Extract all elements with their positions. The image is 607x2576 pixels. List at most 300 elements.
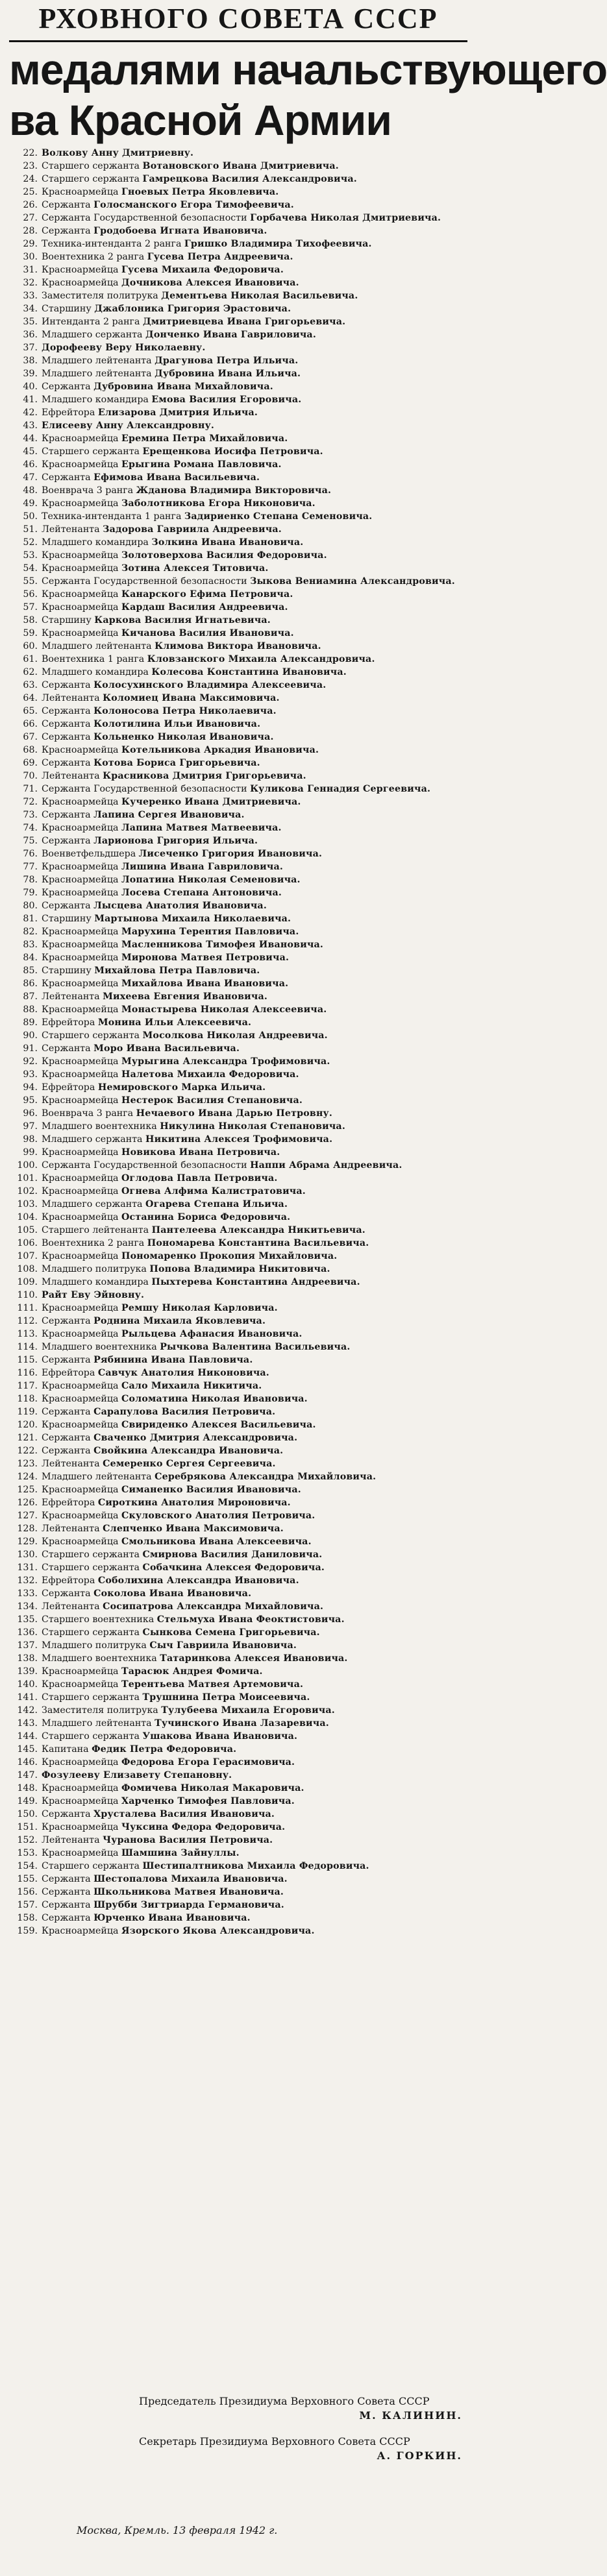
entry-rank: Сержанта — [42, 836, 91, 846]
list-item — [9, 1224, 467, 1237]
header-line-1: РХОВНОГО СОВЕТА СССР — [38, 3, 438, 34]
entry-number: 139. — [17, 1666, 38, 1677]
list-item — [9, 497, 467, 510]
entry-name: Колотилина Ильи Ивановича. — [93, 719, 261, 729]
entry-rank: Старшего сержанта — [42, 1627, 140, 1638]
entry-name: Кловзанского Михаила Александровича. — [147, 654, 375, 664]
entry-number: 31. — [23, 265, 38, 275]
entry-number: 157. — [17, 1900, 38, 1910]
entry-rank: Лейтенанта — [42, 1601, 100, 1612]
list-item — [9, 1289, 467, 1302]
entry-rank: Сержанта Государственной безопасности — [42, 784, 247, 794]
entry-name: Монина Ильи Алексеевича. — [97, 1017, 252, 1028]
entry-rank: Лейтенанта — [42, 524, 100, 535]
list-item — [9, 225, 467, 237]
entry-name: Мурыгина Александра Трофимовича. — [121, 1056, 330, 1067]
list-item — [9, 471, 467, 484]
list-item — [9, 1431, 467, 1444]
entry-rank: Младшего лейтенанта — [42, 369, 152, 379]
entry-number: 54. — [23, 563, 38, 574]
entry-number: 84. — [23, 953, 38, 963]
entry-number: 67. — [23, 732, 38, 742]
entry-rank: Старшего сержанта — [42, 1731, 140, 1742]
list-item — [9, 302, 467, 315]
entry-name: Михайлова Ивана Ивановича. — [121, 978, 289, 989]
entry-rank: Ефрейтора — [42, 407, 95, 418]
entry-number: 47. — [23, 472, 38, 483]
entry-rank: Красноармейца — [42, 1173, 119, 1184]
entry-name: Дорофееву Веру Николаевну. — [42, 343, 206, 353]
entry-rank: Младшего лейтенанта — [42, 356, 152, 366]
list-item — [9, 770, 467, 783]
list-item — [9, 1483, 467, 1496]
entry-number: 76. — [23, 849, 38, 859]
list-item — [9, 1354, 467, 1367]
entry-name: Нечаевого Ивана Дарью Петровну. — [136, 1108, 332, 1119]
list-item — [9, 964, 467, 977]
entry-number: 99. — [23, 1147, 38, 1158]
award-list — [9, 147, 467, 2376]
entry-rank: Красноармейца — [42, 1485, 119, 1495]
list-item — [9, 1743, 467, 1756]
entry-number: 29. — [23, 239, 38, 249]
entry-name: Каркова Василия Игнатьевича. — [94, 615, 271, 626]
entry-name: Гусева Михаила Федоровича. — [121, 265, 284, 275]
entry-number: 65. — [23, 706, 38, 716]
entry-number: 145. — [17, 1744, 38, 1755]
entry-number: 128. — [17, 1524, 38, 1534]
list-item — [9, 1847, 467, 1860]
entry-name: Харченко Тимофея Павловича. — [121, 1796, 295, 1806]
entry-rank: Красноармейца — [42, 265, 119, 275]
entry-rank: Военврача 3 ранга — [42, 1108, 134, 1119]
entry-number: 106. — [17, 1238, 38, 1248]
list-item — [9, 1133, 467, 1146]
entry-name: Миронова Матвея Петровича. — [121, 953, 290, 963]
secretary-name-line — [9, 2449, 467, 2463]
entry-number: 70. — [23, 771, 38, 781]
entry-number: 131. — [17, 1562, 38, 1573]
entry-rank: Младшего политрука — [42, 1640, 147, 1651]
secretary-name: А. ГОРКИН. — [377, 2449, 462, 2462]
list-item — [9, 250, 467, 263]
entry-number: 71. — [23, 784, 38, 794]
list-item — [9, 938, 467, 951]
list-item — [9, 419, 467, 432]
list-item — [9, 1821, 467, 1834]
list-item — [9, 1107, 467, 1120]
entry-rank: Старшего сержанта — [42, 174, 140, 184]
entry-number: 79. — [23, 888, 38, 898]
entry-rank: Сержанта — [42, 732, 91, 742]
list-item — [9, 679, 467, 692]
entry-rank: Сержанта — [42, 1446, 91, 1456]
entry-number: 146. — [17, 1757, 38, 1768]
place-date: Москва, Кремль. 13 февраля 1942 г. — [77, 2524, 278, 2536]
list-item — [9, 757, 467, 770]
list-item — [9, 1068, 467, 1081]
entry-rank: Старшину — [42, 966, 92, 976]
list-item — [9, 354, 467, 367]
entry-name: Кольненко Николая Ивановича. — [93, 732, 274, 742]
entry-name: Еремина Петра Михайловича. — [121, 433, 288, 444]
entry-number: 63. — [23, 680, 38, 690]
entry-rank: Заместителя политрука — [42, 291, 158, 301]
entry-name: Гродобоева Игната Ивановича. — [93, 226, 267, 236]
entry-number: 87. — [23, 991, 38, 1002]
entry-name: Налетова Михаила Федоровича. — [121, 1069, 299, 1080]
entry-number: 155. — [17, 1874, 38, 1884]
list-item — [9, 1379, 467, 1392]
entry-number: 51. — [23, 524, 38, 535]
entry-rank: Военветфельдшера — [42, 849, 136, 859]
entry-rank: Красноармейца — [42, 498, 119, 509]
entry-name: Серебрякова Александра Михайловича. — [155, 1472, 377, 1482]
list-item — [9, 1120, 467, 1133]
chairman-name-line — [9, 2409, 467, 2423]
entry-name: Заболотникова Егора Никоновича. — [121, 498, 316, 509]
entry-rank: Красноармейца — [42, 1926, 119, 1936]
list-item — [9, 977, 467, 990]
entry-rank: Старшину — [42, 304, 92, 314]
entry-rank: Сержанта — [42, 706, 91, 716]
entry-rank: Красноармейца — [42, 278, 119, 288]
entry-name: Дубровина Ивана Ильича. — [155, 369, 301, 379]
entry-number: 135. — [17, 1614, 38, 1625]
entry-number: 74. — [23, 823, 38, 833]
list-item — [9, 1185, 467, 1198]
entry-rank: Сержанта — [42, 1874, 91, 1884]
list-item — [9, 1003, 467, 1016]
list-item — [9, 1302, 467, 1315]
entry-number: 125. — [17, 1485, 38, 1495]
entry-name: Никитина Алексея Трофимовича. — [145, 1134, 333, 1145]
list-item — [9, 1626, 467, 1639]
entry-number: 124. — [17, 1472, 38, 1482]
entry-number: 61. — [23, 654, 38, 664]
entry-name: Лапина Сергея Ивановича. — [93, 810, 245, 820]
entry-rank: Красноармейца — [42, 1095, 119, 1106]
entry-name: Золкина Ивана Ивановича. — [151, 537, 304, 548]
list-item — [9, 367, 467, 380]
entry-name: Хрусталева Василия Ивановича. — [93, 1809, 275, 1819]
secretary-title: Секретарь Президиума Верховного Совета СССР — [139, 2435, 410, 2448]
entry-name: Гноевых Петра Яковлевича. — [121, 187, 279, 197]
entry-name: Соболихина Александра Ивановича. — [97, 1575, 299, 1586]
list-item — [9, 276, 467, 289]
entry-name: Дубровина Ивана Михайловича. — [93, 382, 273, 392]
entry-rank: Красноармейца — [42, 187, 119, 197]
entry-number: 78. — [23, 875, 38, 885]
entry-name: Колоносова Петра Николаевича. — [93, 706, 277, 716]
entry-number: 102. — [17, 1186, 38, 1197]
list-item — [9, 263, 467, 276]
entry-name: Вотановского Ивана Дмитриевича. — [142, 161, 339, 171]
entry-rank: Сержанта — [42, 1809, 91, 1819]
list-item — [9, 627, 467, 640]
entry-number: 23. — [23, 161, 38, 171]
list-item — [9, 1444, 467, 1457]
entry-name: Золотоверхова Василия Федоровича. — [121, 550, 327, 561]
entry-number: 100. — [17, 1160, 38, 1171]
list-item — [9, 1782, 467, 1795]
list-item — [9, 1704, 467, 1717]
entry-number: 138. — [17, 1653, 38, 1664]
entry-name: Лишина Ивана Гавриловича. — [121, 862, 283, 872]
chairman-title: Председатель Президиума Верховного Совета СССР — [139, 2395, 430, 2407]
entry-name: Лапина Матвея Матвеевича. — [121, 823, 282, 833]
entry-number: 69. — [23, 758, 38, 768]
entry-name: Сироткина Анатолия Мироновича. — [97, 1498, 291, 1508]
entry-name: Колосухинского Владимира Алексеевича. — [93, 680, 327, 690]
entry-number: 26. — [23, 200, 38, 210]
entry-number: 73. — [23, 810, 38, 820]
entry-name: Школьникова Матвея Ивановича. — [93, 1887, 284, 1897]
entry-rank: Красноармейца — [42, 550, 119, 561]
list-item — [9, 1691, 467, 1704]
entry-number: 24. — [23, 174, 38, 184]
entry-rank: Сержанта — [42, 1407, 91, 1417]
list-item — [9, 562, 467, 575]
entry-rank: Старшину — [42, 615, 92, 626]
entry-number: 142. — [17, 1705, 38, 1716]
list-item — [9, 1055, 467, 1068]
entry-number: 110. — [17, 1290, 38, 1300]
entry-number: 60. — [23, 641, 38, 651]
entry-name: Соломатина Николая Ивановича. — [121, 1394, 308, 1404]
list-item — [9, 1886, 467, 1899]
entry-number: 35. — [23, 317, 38, 327]
entry-name: Татаринкова Алексея Ивановича. — [160, 1653, 348, 1664]
entry-rank: Сержанта — [42, 472, 91, 483]
entry-name: Голосманского Егора Тимофеевича. — [93, 200, 294, 210]
list-item — [9, 289, 467, 302]
entry-rank: Красноармейца — [42, 1056, 119, 1067]
entry-number: 148. — [17, 1783, 38, 1793]
entry-name: Огнева Алфима Калистратовича. — [121, 1186, 306, 1197]
entry-rank: Старшего сержанта — [42, 1692, 140, 1703]
entry-name: Фомичева Николая Макаровича. — [121, 1783, 304, 1793]
list-item — [9, 899, 467, 912]
list-item — [9, 1263, 467, 1276]
entry-rank: Заместителя политрука — [42, 1705, 158, 1716]
list-item — [9, 1341, 467, 1354]
list-item — [9, 1328, 467, 1341]
entry-number: 36. — [23, 330, 38, 340]
list-item — [9, 237, 467, 250]
entry-rank: Младшего сержанта — [42, 330, 143, 340]
list-item — [9, 575, 467, 588]
entry-rank: Красноармейца — [42, 797, 119, 807]
entry-name: Наппи Абрама Андреевича. — [250, 1160, 403, 1171]
list-item — [9, 718, 467, 731]
list-item — [9, 601, 467, 614]
entry-name: Немировского Марка Ильича. — [97, 1082, 266, 1093]
list-item — [9, 380, 467, 393]
entry-rank: Сержанта — [42, 1355, 91, 1365]
entry-name: Тучинского Ивана Лазаревича. — [155, 1718, 329, 1729]
entry-rank: Капитана — [42, 1744, 89, 1755]
entry-name: Чуранова Василия Петровича. — [103, 1835, 273, 1845]
entry-number: 62. — [23, 667, 38, 677]
entry-rank: Сержанта — [42, 719, 91, 729]
entry-name: Лисеченко Григория Ивановича. — [138, 849, 323, 859]
entry-name: Жданова Владимира Викторовича. — [136, 485, 332, 496]
entry-name: Рябинина Ивана Павловича. — [93, 1355, 253, 1365]
entry-name: Мартынова Михаила Николаевича. — [94, 914, 291, 924]
list-item — [9, 432, 467, 445]
entry-name: Марухина Терентия Павловича. — [121, 927, 299, 937]
entry-name: Рычкова Валентина Васильевича. — [160, 1342, 351, 1352]
entry-rank: Сержанта — [42, 758, 91, 768]
list-item — [9, 614, 467, 627]
entry-name: Ефимова Ивана Васильевича. — [93, 472, 260, 483]
entry-number: 136. — [17, 1627, 38, 1638]
list-item — [9, 653, 467, 666]
entry-number: 116. — [17, 1368, 38, 1378]
entry-rank: Сержанта — [42, 1043, 91, 1054]
entry-name: Гришко Владимира Тихофеевича. — [184, 239, 372, 249]
entry-name: Шестипалтникова Михаила Федоровича. — [142, 1861, 369, 1871]
entry-number: 111. — [17, 1303, 38, 1313]
entry-number: 132. — [17, 1575, 38, 1586]
entry-name: Лосева Степана Антоновича. — [121, 888, 282, 898]
entry-number: 153. — [17, 1848, 38, 1858]
entry-rank: Сержанта — [42, 1588, 91, 1599]
list-item — [9, 1198, 467, 1211]
entry-rank: Старшего лейтенанта — [42, 1225, 149, 1235]
entry-rank: Красноармейца — [42, 1822, 119, 1832]
entry-number: 27. — [23, 213, 38, 223]
entry-rank: Красноармейца — [42, 1186, 119, 1197]
list-item — [9, 1639, 467, 1652]
list-item — [9, 1172, 467, 1185]
list-item — [9, 1250, 467, 1263]
entry-name: Зотина Алексея Титовича. — [121, 563, 269, 574]
entry-number: 41. — [23, 395, 38, 405]
entry-name: Пономаренко Прокопия Михайловича. — [121, 1251, 338, 1261]
entry-number: 22. — [23, 148, 38, 158]
entry-name: Драгунова Петра Ильича. — [155, 356, 299, 366]
entry-rank: Красноармейца — [42, 1679, 119, 1690]
entry-number: 103. — [17, 1199, 38, 1209]
entry-rank: Красноармейца — [42, 862, 119, 872]
list-item — [9, 1211, 467, 1224]
entry-number: 121. — [17, 1433, 38, 1443]
list-item — [9, 1496, 467, 1509]
entry-number: 120. — [17, 1420, 38, 1430]
entry-rank: Красноармейца — [42, 875, 119, 885]
entry-name: Шамшина Зайнуллы. — [121, 1848, 240, 1858]
entry-rank: Ефрейтора — [42, 1017, 95, 1028]
entry-rank: Лейтенанта — [42, 1459, 100, 1469]
header-rule-top — [9, 40, 467, 42]
list-item — [9, 1613, 467, 1626]
entry-number: 88. — [23, 1004, 38, 1015]
entry-name: Климова Виктора Ивановича. — [155, 641, 321, 651]
entry-rank: Красноармейца — [42, 1511, 119, 1521]
entry-name: Задириенко Степана Семеновича. — [184, 511, 373, 522]
entry-name: Донченко Ивана Гавриловича. — [145, 330, 316, 340]
entry-rank: Сержанта Государственной безопасности — [42, 213, 247, 223]
entry-number: 57. — [23, 602, 38, 613]
entry-number: 59. — [23, 628, 38, 638]
list-item — [9, 1769, 467, 1782]
entry-name: Сынкова Семена Григорьевича. — [142, 1627, 320, 1638]
entry-name: Дмитриевцева Ивана Григорьевича. — [142, 317, 346, 327]
list-item — [9, 406, 467, 419]
list-item — [9, 1899, 467, 1912]
list-item — [9, 549, 467, 562]
entry-name: Попова Владимира Никитовича. — [149, 1264, 330, 1274]
list-item — [9, 1730, 467, 1743]
entry-rank: Красноармейца — [42, 1004, 119, 1015]
entry-number: 75. — [23, 836, 38, 846]
entry-name: Райт Еву Эйновну. — [42, 1290, 145, 1300]
entry-name: Ушакова Ивана Ивановича. — [142, 1731, 298, 1742]
entry-number: 39. — [23, 369, 38, 379]
entry-number: 114. — [17, 1342, 38, 1352]
entry-rank: Лейтенанта — [42, 771, 100, 781]
entry-number: 48. — [23, 485, 38, 496]
entry-name: Кичанова Василия Ивановича. — [121, 628, 294, 638]
list-item — [9, 484, 467, 497]
entry-name: Пантелеева Александра Никитьевича. — [151, 1225, 365, 1235]
entry-rank: Красноармейца — [42, 1537, 119, 1547]
entry-rank: Младшего воентехника — [42, 1653, 157, 1664]
list-item — [9, 1665, 467, 1678]
entry-number: 140. — [17, 1679, 38, 1690]
entry-number: 91. — [23, 1043, 38, 1054]
entry-rank: Красноармейца — [42, 745, 119, 755]
entry-rank: Сержанта — [42, 1900, 91, 1910]
entry-rank: Красноармейца — [42, 1783, 119, 1793]
entry-name: Роднина Михаила Яковлевича. — [93, 1316, 266, 1326]
entry-rank: Старшего сержанта — [42, 446, 140, 457]
list-item — [9, 912, 467, 925]
entry-number: 43. — [23, 420, 38, 431]
list-item — [9, 692, 467, 705]
entry-number: 130. — [17, 1549, 38, 1560]
entry-rank: Старшего сержанта — [42, 1861, 140, 1871]
entry-name: Коломиец Ивана Максимовича. — [103, 693, 280, 703]
entry-name: Тарасюк Андрея Фомича. — [121, 1666, 263, 1677]
entry-number: 53. — [23, 550, 38, 561]
entry-rank: Красноармейца — [42, 978, 119, 989]
entry-rank: Красноармейца — [42, 823, 119, 833]
entry-name: Ремшу Николая Карловича. — [121, 1303, 278, 1313]
entry-number: 134. — [17, 1601, 38, 1612]
list-item — [9, 796, 467, 808]
entry-name: Сыч Гавриила Ивановича. — [149, 1640, 297, 1651]
entry-number: 92. — [23, 1056, 38, 1067]
entry-name: Ерыгина Романа Павловича. — [121, 459, 282, 470]
list-item — [9, 925, 467, 938]
entry-number: 147. — [17, 1770, 38, 1780]
list-item — [9, 1146, 467, 1159]
entry-number: 141. — [17, 1692, 38, 1703]
entry-number: 37. — [23, 343, 38, 353]
entry-number: 105. — [17, 1225, 38, 1235]
entry-rank: Красноармейца — [42, 1420, 119, 1430]
list-item — [9, 990, 467, 1003]
list-item — [9, 186, 467, 199]
entry-name: Зыкова Вениамина Александровича. — [250, 576, 455, 587]
entry-number: 93. — [23, 1069, 38, 1080]
list-item — [9, 1081, 467, 1094]
list-item — [9, 1860, 467, 1873]
entry-number: 126. — [17, 1498, 38, 1508]
